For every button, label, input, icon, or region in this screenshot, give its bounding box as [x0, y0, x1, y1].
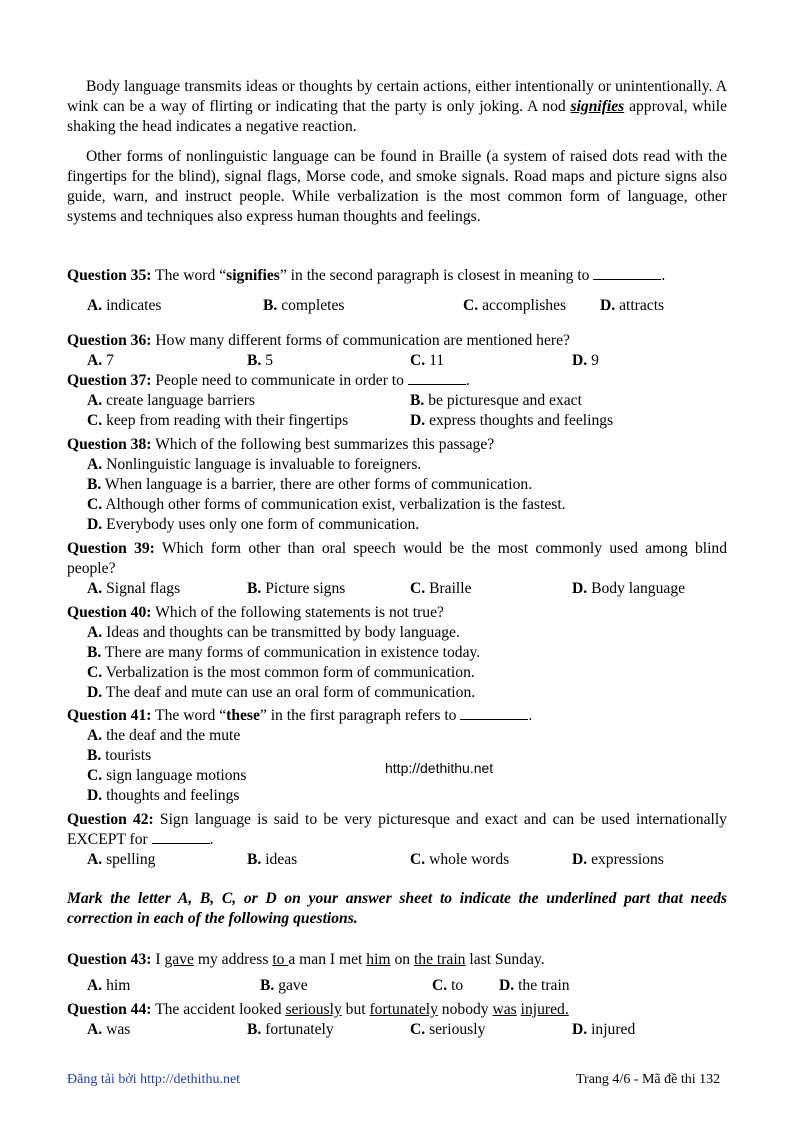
question-36 [67, 331, 727, 371]
question-number: Question 42: [67, 811, 154, 828]
option-letter: A. [87, 297, 103, 314]
option-a[interactable] [87, 455, 727, 475]
question-text: ” in the second paragraph is closest in meaning to [279, 267, 594, 284]
option-a[interactable] [87, 850, 155, 870]
option-c[interactable] [87, 411, 348, 431]
option-d[interactable] [572, 1020, 635, 1040]
question-number: Question 38: [67, 436, 152, 453]
option-letter: B. [247, 851, 262, 868]
option-text: the deaf and the mute [102, 727, 241, 744]
passage-text: approval, while shaking the head indicates a negative reaction. [67, 98, 727, 135]
question-text: I [151, 951, 165, 968]
question-stem [67, 706, 727, 726]
watermark-url: http://dethithu.net [385, 760, 494, 776]
option-letter: A. [87, 977, 103, 994]
option-text: completes [277, 297, 345, 314]
question-text: nobody [437, 1001, 493, 1018]
option-text: was [102, 1021, 131, 1038]
option-text: sign language motions [102, 767, 247, 784]
option-text: Verbalization is the most common form of communication. [102, 664, 475, 681]
question-text: a man I met [288, 951, 367, 968]
option-letter: C. [410, 580, 426, 597]
options-row [67, 351, 727, 371]
question-stem [67, 266, 727, 286]
option-d[interactable] [499, 976, 570, 996]
option-b[interactable] [247, 579, 345, 599]
option-text: ideas [261, 851, 298, 868]
question-stem [67, 371, 727, 391]
question-stem [67, 950, 727, 970]
option-text: 11 [425, 352, 445, 369]
underlined-part: injured. [520, 1001, 569, 1018]
answer-blank [460, 706, 528, 720]
option-letter: D. [572, 580, 588, 597]
options-row [67, 296, 727, 316]
option-text: spelling [102, 851, 156, 868]
option-letter: B. [247, 352, 262, 369]
option-d[interactable] [572, 351, 599, 371]
option-text: express thoughts and feelings [425, 412, 614, 429]
highlighted-word: signifies [570, 98, 625, 115]
option-text: Everybody uses only one form of communication. [102, 516, 420, 533]
question-text: Which of the following best summarizes this passage? [151, 436, 495, 453]
option-letter: B. [247, 580, 262, 597]
option-text: Although other forms of communication exist, verbalization is the fastest. [102, 496, 566, 513]
question-35 [67, 266, 727, 316]
option-letter: A. [87, 727, 103, 744]
option-letter: C. [410, 851, 426, 868]
question-text: but [341, 1001, 370, 1018]
question-text: Which form other than oral speech would be the most commonly used among blind people? [67, 540, 727, 577]
option-b[interactable] [247, 850, 297, 870]
question-text: The word “ [151, 707, 227, 724]
question-37 [67, 371, 727, 431]
option-text: gave [274, 977, 308, 994]
option-letter: A. [87, 456, 103, 473]
option-b[interactable] [260, 976, 308, 996]
option-text: 5 [261, 352, 274, 369]
option-text: expressions [587, 851, 664, 868]
option-letter: A. [87, 352, 103, 369]
question-number: Question 39: [67, 540, 155, 557]
option-letter: C. [432, 977, 448, 994]
option-letter: D. [572, 851, 588, 868]
options-row [67, 976, 727, 996]
option-d[interactable] [572, 579, 685, 599]
question-43 [67, 950, 727, 996]
underlined-part: the train [413, 951, 466, 968]
option-c[interactable] [410, 351, 444, 371]
option-letter: A. [87, 1021, 103, 1038]
options-list [67, 455, 727, 535]
option-b[interactable] [410, 391, 582, 411]
option-text: whole words [425, 851, 510, 868]
option-b[interactable] [263, 296, 344, 316]
question-number: Question 41: [67, 707, 152, 724]
question-text: ” in the first paragraph refers to [259, 707, 461, 724]
option-letter: D. [87, 516, 103, 533]
option-a[interactable] [87, 726, 727, 746]
option-d[interactable] [87, 515, 727, 535]
passage-paragraph-2: Other forms of nonlinguistic language can be found in Braille (a system of raised dots read with the fingertips for the blind), signal flags, Morse code, and smoke signals. Road maps and picture signs also guide, warn, and instruct people. While verbalization is the most common form of language, other systems and techniques also express human thoughts and feelings. [67, 148, 727, 225]
question-number: Question 35: [67, 267, 152, 284]
option-text: There are many forms of communication in existence today. [101, 644, 481, 661]
option-letter: B. [87, 476, 102, 493]
option-text: Braille [425, 580, 472, 597]
question-number: Question 43: [67, 951, 152, 968]
question-text: . [528, 707, 533, 724]
question-text: Sign language is said to be very picturesque and exact and can be used internationally EXCEPT for [67, 811, 727, 848]
option-letter: A. [87, 851, 103, 868]
question-stem [67, 331, 727, 351]
option-letter: D. [87, 787, 103, 804]
option-text: When language is a barrier, there are other forms of communication. [101, 476, 533, 493]
option-d[interactable] [572, 850, 664, 870]
options-row [67, 1020, 727, 1040]
option-letter: D. [87, 684, 103, 701]
question-text: The word “ [151, 267, 227, 284]
option-letter: B. [247, 1021, 262, 1038]
option-letter: C. [463, 297, 479, 314]
question-39 [67, 539, 727, 599]
options-row [67, 411, 727, 431]
option-text: 9 [587, 352, 599, 369]
option-text: be picturesque and exact [424, 392, 582, 409]
passage-text: Body language transmits ideas or thoughts by certain actions, either intentionally or unintentionally. A wink can be a way of flirting or indicating that the party is only joking. A nod [67, 78, 727, 115]
option-text: to [447, 977, 464, 994]
option-text: Nonlinguistic language is invaluable to foreigners. [102, 456, 422, 473]
question-41 [67, 706, 727, 806]
option-text: keep from reading with their fingertips [102, 412, 349, 429]
answer-blank [408, 371, 466, 385]
question-text: last Sunday. [465, 951, 545, 968]
question-number: Question 37: [67, 372, 152, 389]
option-text: seriously [425, 1021, 486, 1038]
option-text: injured [587, 1021, 636, 1038]
underlined-part: to [272, 951, 289, 968]
option-text: tourists [101, 747, 152, 764]
option-letter: B. [260, 977, 275, 994]
option-b[interactable] [247, 351, 273, 371]
option-text: Picture signs [261, 580, 346, 597]
underlined-part: was [492, 1001, 517, 1018]
option-a[interactable] [87, 391, 255, 411]
option-letter: A. [87, 624, 103, 641]
footer-page-number: Trang 4/6 - Mã đề thi 132 [576, 1072, 721, 1087]
option-a[interactable] [87, 296, 162, 316]
option-text: The deaf and mute can use an oral form of communication. [102, 684, 476, 701]
option-letter: C. [410, 1021, 426, 1038]
options-row [67, 850, 727, 870]
question-text: . [465, 372, 470, 389]
option-text: the train [514, 977, 570, 994]
options-row [67, 391, 727, 411]
option-letter: D. [600, 297, 616, 314]
question-text: my address [193, 951, 273, 968]
option-text: Ideas and thoughts can be transmitted by body language. [102, 624, 460, 641]
question-number: Question 40: [67, 604, 152, 621]
option-c[interactable] [410, 579, 472, 599]
question-keyword: these [226, 707, 260, 724]
option-letter: C. [410, 352, 426, 369]
underlined-part: gave [164, 951, 194, 968]
option-c[interactable] [87, 663, 727, 683]
option-c[interactable] [87, 495, 727, 515]
option-letter: A. [87, 392, 103, 409]
footer-source-link[interactable]: Đăng tải bởi http://dethithu.net [67, 1072, 241, 1087]
option-text: fortunately [261, 1021, 334, 1038]
question-text: . [209, 831, 214, 848]
option-c[interactable] [432, 976, 463, 996]
question-text: How many different forms of communication are mentioned here? [151, 332, 570, 349]
option-text: accomplishes [478, 297, 567, 314]
option-letter: B. [87, 644, 102, 661]
option-text: 7 [102, 352, 114, 369]
question-text: Which of the following statements is not true? [151, 604, 444, 621]
option-a[interactable] [87, 1020, 130, 1040]
option-d[interactable] [600, 296, 664, 316]
option-letter: C. [87, 767, 103, 784]
question-38 [67, 435, 727, 535]
options-list [67, 623, 727, 703]
option-d[interactable] [410, 411, 613, 431]
question-stem [67, 435, 727, 455]
question-40 [67, 603, 727, 703]
option-letter: D. [572, 1021, 588, 1038]
option-letter: D. [410, 412, 426, 429]
question-text: People need to communicate in order to [151, 372, 408, 389]
option-c[interactable] [463, 296, 566, 316]
option-letter: C. [87, 412, 103, 429]
option-letter: B. [263, 297, 278, 314]
option-b[interactable] [87, 643, 727, 663]
question-text: on [390, 951, 414, 968]
option-text: indicates [102, 297, 162, 314]
question-42 [67, 810, 727, 870]
question-stem [67, 810, 727, 850]
question-number: Question 44: [67, 1001, 152, 1018]
option-d[interactable] [87, 786, 727, 806]
option-letter: A. [87, 580, 103, 597]
option-d[interactable] [87, 683, 727, 703]
question-text: The accident looked [151, 1001, 286, 1018]
answer-blank [593, 266, 661, 280]
options-row [67, 579, 727, 599]
option-c[interactable] [410, 850, 509, 870]
option-text: Signal flags [102, 580, 181, 597]
option-a[interactable] [87, 976, 130, 996]
option-text: him [102, 977, 131, 994]
question-text: . [661, 267, 666, 284]
question-number: Question 36: [67, 332, 152, 349]
option-a[interactable] [87, 579, 180, 599]
section-instruction: Mark the letter A, B, C, or D on your answer sheet to indicate the underlined part that needs correction in each of the following questions. [67, 890, 727, 927]
question-keyword: signifies [226, 267, 280, 284]
option-text: create language barriers [102, 392, 255, 409]
option-b[interactable] [247, 1020, 334, 1040]
option-letter: C. [87, 664, 103, 681]
option-letter: D. [572, 352, 588, 369]
answer-blank [152, 830, 210, 844]
question-stem [67, 1000, 727, 1020]
option-text: thoughts and feelings [102, 787, 240, 804]
option-letter: B. [87, 747, 102, 764]
option-c[interactable] [410, 1020, 485, 1040]
underlined-part: him [366, 951, 391, 968]
question-stem [67, 603, 727, 623]
question-44 [67, 1000, 727, 1040]
option-letter: D. [499, 977, 515, 994]
underlined-part: seriously [285, 1001, 342, 1018]
passage-paragraph-1 [67, 77, 727, 137]
option-a[interactable] [87, 623, 727, 643]
option-a[interactable] [87, 351, 114, 371]
underlined-part: fortunately [369, 1001, 438, 1018]
option-text: attracts [615, 297, 665, 314]
option-letter: C. [87, 496, 103, 513]
option-b[interactable] [87, 475, 727, 495]
option-letter: B. [410, 392, 425, 409]
question-stem [67, 539, 727, 579]
option-text: Body language [587, 580, 686, 597]
